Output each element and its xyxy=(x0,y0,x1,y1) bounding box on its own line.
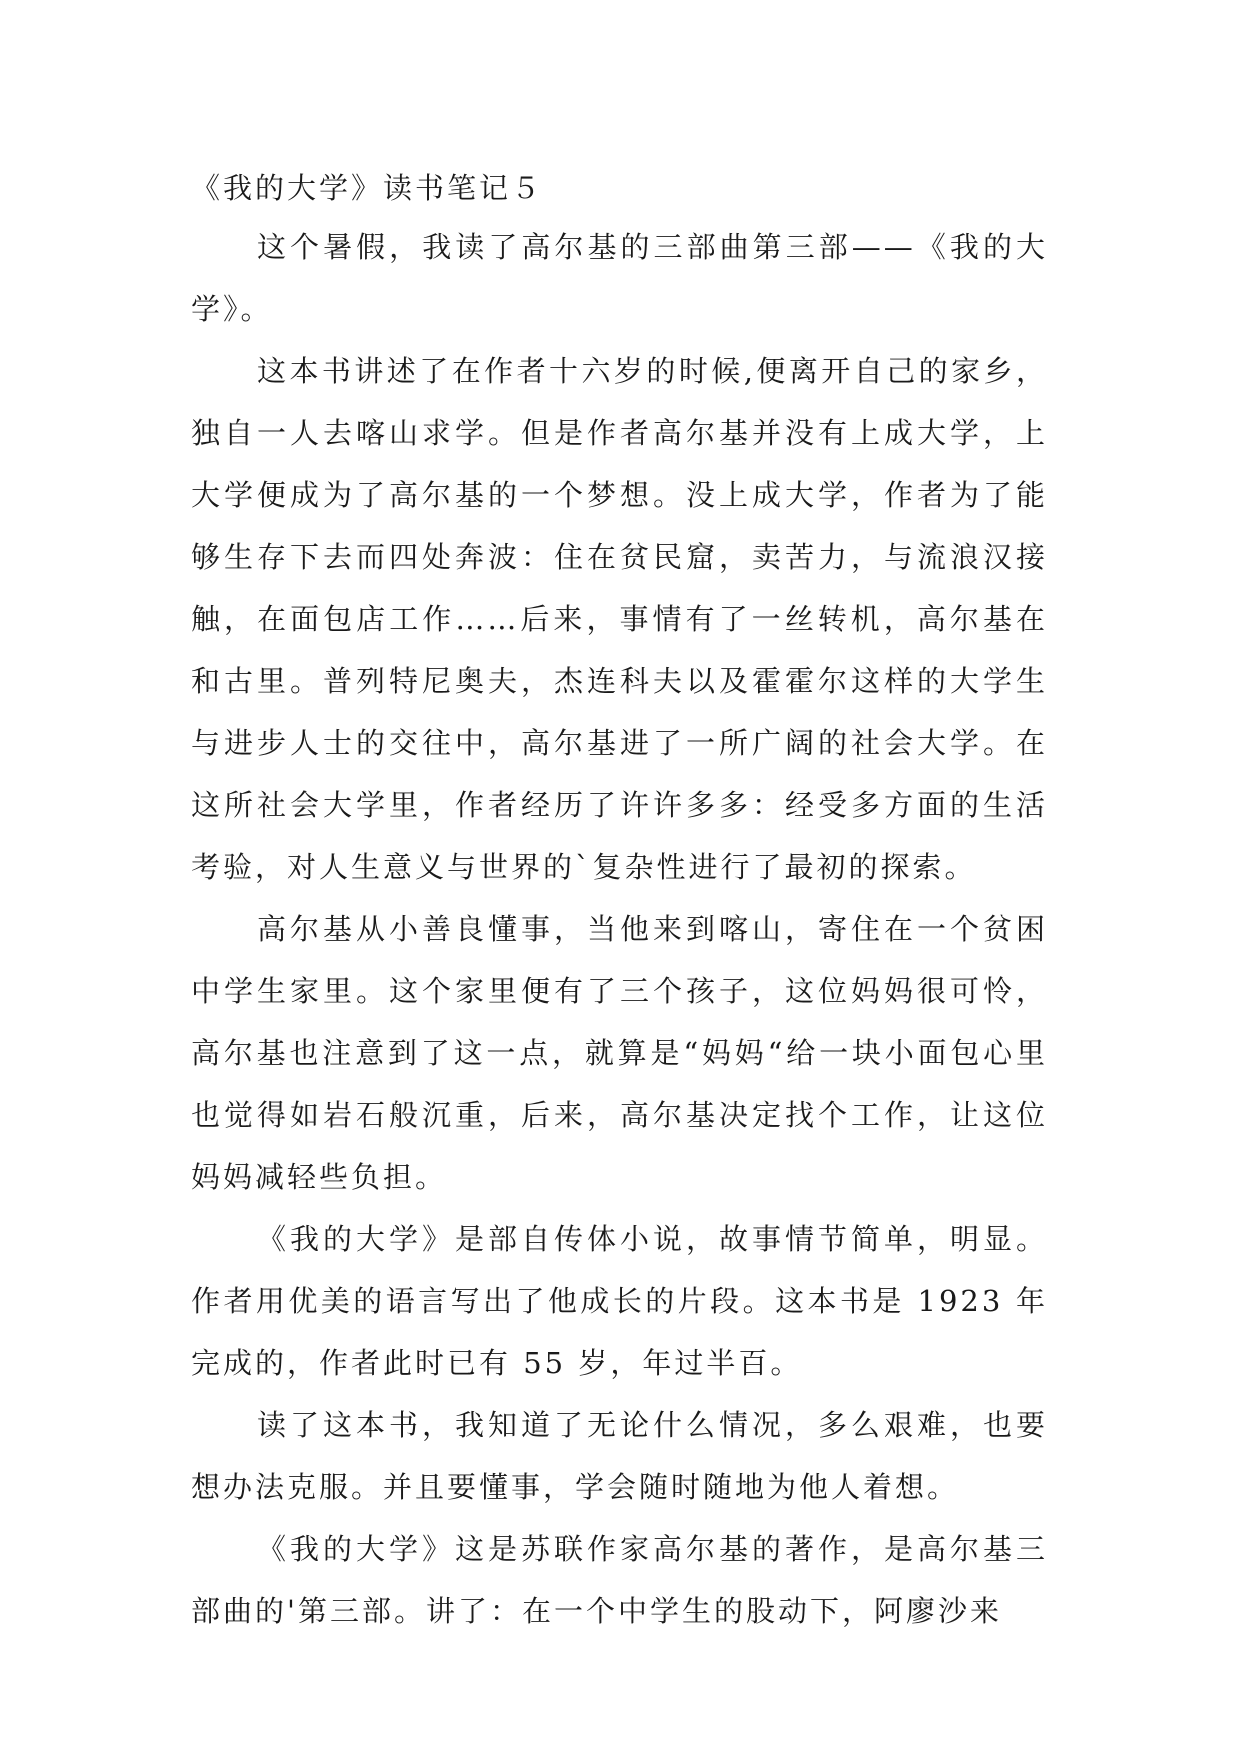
paragraph-1: 这个暑假，我读了高尔基的三部曲第三部——《我的大学》。 xyxy=(191,230,1048,326)
document-body xyxy=(191,160,1048,1642)
paragraph-5: 读了这本书，我知道了无论什么情况，多么艰难，也要想办法克服。并且要懂事，学会随时随地为他人着想。 xyxy=(191,1408,1048,1504)
paragraph-3: 高尔基从小善良懂事，当他来到喀山，寄住在一个贫困中学生家里。这个家里便有了三个孩子，这位妈妈很可怜，高尔基也注意到了这一点，就算是“妈妈“给一块小面包心里也觉得如岩石般沉重，后来，高尔基决定找个工作，让这位妈妈减轻些负担。 xyxy=(191,912,1048,1194)
document-title: 《我的大学》读书笔记５ xyxy=(191,171,544,205)
paragraph-6: 《我的大学》这是苏联作家高尔基的著作，是高尔基三部曲的'第三部。讲了：在一个中学生的股动下，阿廖沙来 xyxy=(191,1532,1048,1628)
paragraph-4: 《我的大学》是部自传体小说，故事情节简单，明显。作者用优美的语言写出了他成长的片段。这本书是 1923 年完成的，作者此时已有 55 岁，年过半百。 xyxy=(191,1222,1048,1380)
paragraph-2: 这本书讲述了在作者十六岁的时候,便离开自己的家乡，独自一人去喀山求学。但是作者高尔基并没有上成大学，上大学便成为了高尔基的一个梦想。没上成大学，作者为了能够生存下去而四处奔波：住在贫民窟，卖苦力，与流浪汉接触，在面包店工作……后来，事情有了一丝转机，高尔基在和古里。普列特尼奥夫，杰连科夫以及霍霍尔这样的大学生与进步人士的交往中，高尔基进了一所广阔的社会大学。在这所社会大学里，作者经历了许许多多：经受多方面的生活考验，对人生意义与世界的`复杂性进行了最初的探索。 xyxy=(191,354,1048,884)
